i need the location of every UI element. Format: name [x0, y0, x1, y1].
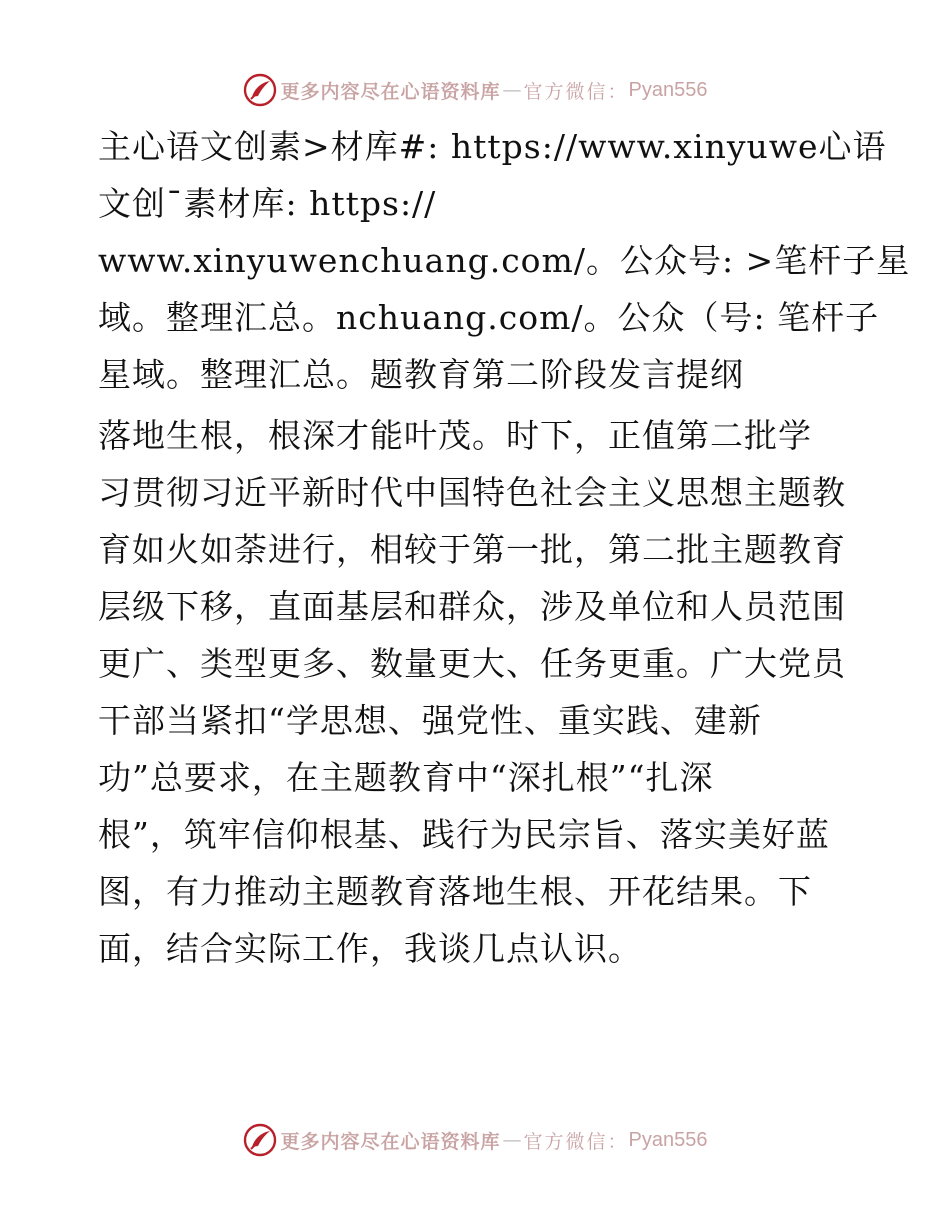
banner-wechat-id: Pyan556: [628, 1128, 708, 1151]
text-line: 域。整理汇总。nchuang.com/。公众（号: 笔杆子: [98, 298, 880, 337]
text-line: 更广、类型更多、数量更大、任务更重。广大党员: [98, 644, 846, 683]
banner-official-label: 官方微信：: [523, 80, 629, 103]
banner-text: 更多内容尽在心语资料库: [280, 1130, 501, 1153]
logo-icon: [243, 1123, 277, 1157]
text-line: 育如火如荼进行，相较于第一批，第二批主题教育: [98, 530, 846, 569]
text-line: 文创¯素材库: https://: [98, 184, 437, 223]
banner-text: 更多内容尽在心语资料库: [280, 80, 501, 103]
banner-dash: —: [502, 79, 522, 101]
text-line: 面，结合实际工作，我谈几点认识。: [98, 929, 642, 968]
body-paragraph: [98, 407, 868, 977]
text-line: 功”总要求，在主题教育中“深扎根”“扎深: [98, 758, 714, 797]
text-line: 干部当紧扣“学思想、强党性、重实践、建新: [98, 701, 762, 740]
text-line: 层级下移，直面基层和群众，涉及单位和人员范围: [98, 587, 846, 626]
banner-wechat-id: Pyan556: [628, 78, 708, 101]
logo-icon: [243, 73, 277, 107]
text-line: 主心语文创素>材库#: https://www.xinyuwe心语: [98, 127, 887, 166]
banner-official-label: 官方微信：: [523, 1130, 629, 1153]
text-line: 星域。整理汇总。题教育第二阶段发言提纲: [98, 355, 744, 394]
document-body: [98, 118, 911, 977]
text-line: 落地生根，根深才能叶茂。时下，正值第二批学: [98, 416, 812, 455]
text-line: 根”，筑牢信仰根基、践行为民宗旨、落实美好蓝: [98, 815, 830, 854]
text-line: 图，有力推动主题教育落地生根、开花结果。下: [98, 872, 812, 911]
text-line: www.xinyuwenchuang.com/。公众号: >笔杆子星: [98, 241, 911, 280]
text-line: 习贯彻习近平新时代中国特色社会主义思想主题教: [98, 473, 846, 512]
banner-dash: —: [502, 1129, 522, 1151]
intro-block: [98, 118, 911, 403]
footer-banner: [0, 1120, 950, 1160]
header-banner: [0, 70, 950, 110]
